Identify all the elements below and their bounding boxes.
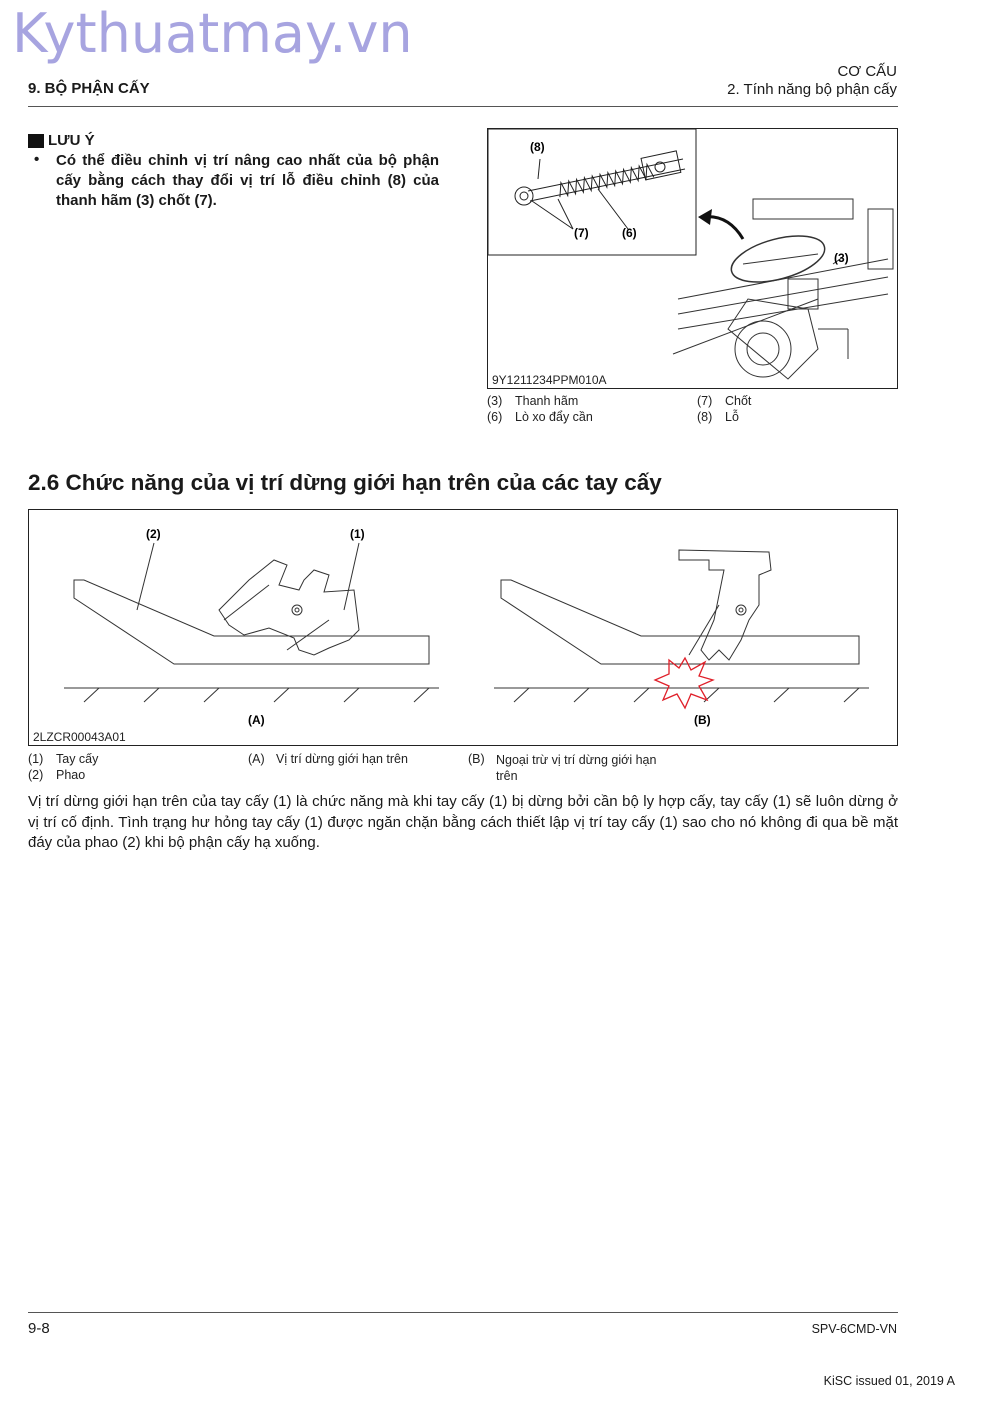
legend1-label-3: Thanh hãm	[515, 394, 579, 408]
impact-burst-icon	[655, 658, 713, 708]
callout-3: (3)	[834, 251, 849, 265]
note-title	[28, 132, 95, 149]
legend1-num-7: (7)	[697, 394, 713, 408]
note-square-icon	[28, 134, 44, 148]
header-chapter: 9. BỘ PHẬN CẤY	[28, 80, 150, 97]
note-bullet: •	[34, 151, 40, 168]
legend1-label-8: Lỗ	[725, 410, 739, 424]
section-title: 2.6 Chức năng của vị trí dừng giới hạn trên của các tay cấy	[28, 470, 662, 495]
legend2-num-a: (A)	[248, 752, 265, 766]
figure-upper-limit-stop	[28, 509, 898, 746]
panel-label-a: (A)	[248, 713, 265, 727]
issued-note: KiSC issued 01, 2019 A	[823, 1374, 955, 1388]
stopper-drawing	[488, 129, 897, 388]
callout-7: (7)	[574, 226, 589, 240]
legend2-label-1: Tay cấy	[56, 752, 99, 766]
legend1-label-7: Chốt	[725, 394, 752, 408]
legend1-num-3: (3)	[487, 394, 503, 408]
figure-stopper-assembly	[487, 128, 898, 389]
legend2-num-1: (1)	[28, 752, 44, 766]
callout-8: (8)	[530, 140, 545, 154]
panel-label-b: (B)	[694, 713, 711, 727]
body-paragraph: Vị trí dừng giới hạn trên của tay cấy (1) là chức năng mà khi tay cấy (1) bị dừng bởi cần bộ ly hợp cấy, tay cấy (1) sẽ luôn dừng ở vị trí cố định. Tình trạng hư hỏng tay cấy (1) được ngăn chặn bằng cách thiết lập vị trí tay cấy (1) sao cho nó không đi qua bề mặt đáy của phao (2) khi bộ phận cấy hạ xuống.	[28, 793, 898, 851]
legend1-label-6: Lò xo đẩy cần	[515, 410, 593, 424]
footer-rule	[28, 1312, 898, 1313]
legend1-num-8: (8)	[697, 410, 713, 424]
header-category: CƠ CẤU	[837, 63, 897, 80]
legend2-label-b: Ngoại trừ vị trí dừng giới hạn trên	[496, 753, 657, 783]
header-rule	[28, 106, 898, 107]
figure2-code: 2LZCR00043A01	[33, 730, 126, 744]
note-text: Có thể điều chỉnh vị trí nâng cao nhất của bộ phận cấy bằng cách thay đổi vị trí lỗ điều chỉnh (8) của thanh hãm (3) chốt (7).	[56, 152, 439, 209]
legend1-num-6: (6)	[487, 410, 503, 424]
legend2-num-2: (2)	[28, 768, 44, 782]
callout-1: (1)	[350, 527, 365, 541]
watermark-logo: Kythuatmay.vn	[12, 2, 413, 65]
figure1-code: 9Y1211234PPM010A	[492, 373, 607, 387]
legend2-label-2: Phao	[56, 768, 86, 782]
note-title-text: LƯU Ý	[48, 132, 95, 149]
callout-2: (2)	[146, 527, 161, 541]
legend2-num-b: (B)	[468, 752, 485, 766]
document-code: SPV-6CMD-VN	[811, 1322, 897, 1336]
callout-6: (6)	[622, 226, 637, 240]
legend2-label-a: Vị trí dừng giới hạn trên	[276, 752, 408, 766]
page-number: 9-8	[28, 1320, 50, 1337]
header-section: 2. Tính năng bộ phận cấy	[727, 81, 897, 98]
upper-limit-drawing	[29, 510, 897, 745]
